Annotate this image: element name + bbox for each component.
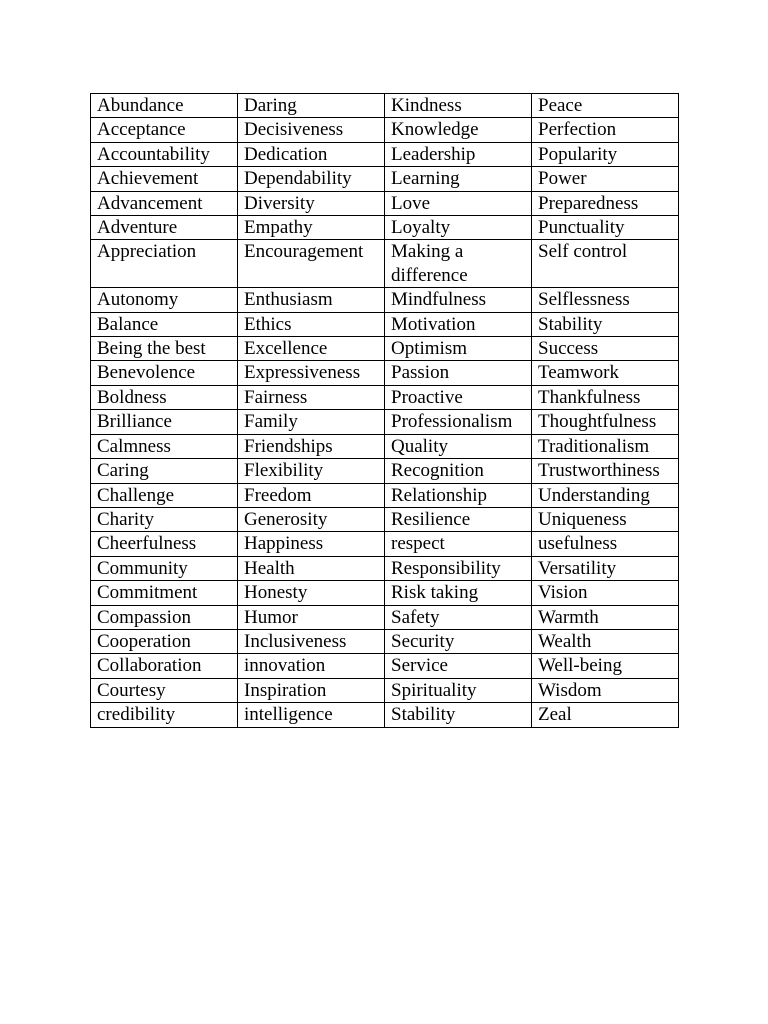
table-cell: respect bbox=[385, 532, 532, 556]
table-cell: Motivation bbox=[385, 312, 532, 336]
table-cell: Punctuality bbox=[532, 216, 679, 240]
table-row bbox=[91, 605, 679, 629]
table-cell: Generosity bbox=[238, 507, 385, 531]
table-cell: Benevolence bbox=[91, 361, 238, 385]
table-cell: Optimism bbox=[385, 337, 532, 361]
table-cell: Responsibility bbox=[385, 556, 532, 580]
table-cell: Charity bbox=[91, 507, 238, 531]
table-row bbox=[91, 385, 679, 409]
table-cell: Community bbox=[91, 556, 238, 580]
table-cell: Diversity bbox=[238, 191, 385, 215]
table-cell: Inclusiveness bbox=[238, 629, 385, 653]
table-cell: Wisdom bbox=[532, 678, 679, 702]
table-cell: Resilience bbox=[385, 507, 532, 531]
table-row bbox=[91, 532, 679, 556]
table-cell: Understanding bbox=[532, 483, 679, 507]
table-cell: Mindfulness bbox=[385, 288, 532, 312]
table-cell: Caring bbox=[91, 459, 238, 483]
table-cell: Professionalism bbox=[385, 410, 532, 434]
table-cell: Zeal bbox=[532, 703, 679, 727]
table-cell: Spirituality bbox=[385, 678, 532, 702]
table-row bbox=[91, 459, 679, 483]
table-row bbox=[91, 654, 679, 678]
table-cell: Knowledge bbox=[385, 118, 532, 142]
table-cell: Expressiveness bbox=[238, 361, 385, 385]
table-cell: Courtesy bbox=[91, 678, 238, 702]
table-cell: Achievement bbox=[91, 167, 238, 191]
table-cell: Commitment bbox=[91, 581, 238, 605]
table-cell: Quality bbox=[385, 434, 532, 458]
table-cell: Abundance bbox=[91, 94, 238, 118]
table-cell: Fairness bbox=[238, 385, 385, 409]
table-cell: Success bbox=[532, 337, 679, 361]
table-cell: Leadership bbox=[385, 142, 532, 166]
table-cell: Thankfulness bbox=[532, 385, 679, 409]
table-row bbox=[91, 94, 679, 118]
table-cell: Health bbox=[238, 556, 385, 580]
table-cell: Accountability bbox=[91, 142, 238, 166]
table-row bbox=[91, 629, 679, 653]
table-cell: Warmth bbox=[532, 605, 679, 629]
table-row bbox=[91, 581, 679, 605]
table-row bbox=[91, 507, 679, 531]
table-cell: Enthusiasm bbox=[238, 288, 385, 312]
table-row bbox=[91, 678, 679, 702]
table-cell: Appreciation bbox=[91, 240, 238, 288]
table-cell: Ethics bbox=[238, 312, 385, 336]
table-cell: Being the best bbox=[91, 337, 238, 361]
table-cell: Daring bbox=[238, 94, 385, 118]
table-cell: Passion bbox=[385, 361, 532, 385]
table-cell: Uniqueness bbox=[532, 507, 679, 531]
table-cell: Challenge bbox=[91, 483, 238, 507]
table-cell: Relationship bbox=[385, 483, 532, 507]
table-cell: Love bbox=[385, 191, 532, 215]
table-cell: Empathy bbox=[238, 216, 385, 240]
table-cell: Honesty bbox=[238, 581, 385, 605]
table-row bbox=[91, 483, 679, 507]
table-cell: Encouragement bbox=[238, 240, 385, 288]
table-cell: credibility bbox=[91, 703, 238, 727]
table-row bbox=[91, 118, 679, 142]
values-table-body bbox=[91, 94, 679, 728]
table-cell: Cooperation bbox=[91, 629, 238, 653]
table-cell: Risk taking bbox=[385, 581, 532, 605]
table-cell: Calmness bbox=[91, 434, 238, 458]
table-row bbox=[91, 167, 679, 191]
table-cell: Decisiveness bbox=[238, 118, 385, 142]
table-row bbox=[91, 556, 679, 580]
table-cell: Peace bbox=[532, 94, 679, 118]
table-cell: Recognition bbox=[385, 459, 532, 483]
table-cell: Collaboration bbox=[91, 654, 238, 678]
table-cell: Traditionalism bbox=[532, 434, 679, 458]
table-cell: Acceptance bbox=[91, 118, 238, 142]
table-cell: Boldness bbox=[91, 385, 238, 409]
table-cell: Happiness bbox=[238, 532, 385, 556]
table-cell: Cheerfulness bbox=[91, 532, 238, 556]
table-cell: Wealth bbox=[532, 629, 679, 653]
table-cell: Humor bbox=[238, 605, 385, 629]
table-cell: Excellence bbox=[238, 337, 385, 361]
table-cell: Service bbox=[385, 654, 532, 678]
table-cell: Thoughtfulness bbox=[532, 410, 679, 434]
table-cell: Compassion bbox=[91, 605, 238, 629]
table-cell: Popularity bbox=[532, 142, 679, 166]
table-cell: Kindness bbox=[385, 94, 532, 118]
table-cell: intelligence bbox=[238, 703, 385, 727]
table-cell: Learning bbox=[385, 167, 532, 191]
table-row bbox=[91, 312, 679, 336]
table-cell: Versatility bbox=[532, 556, 679, 580]
table-cell: innovation bbox=[238, 654, 385, 678]
table-cell: Proactive bbox=[385, 385, 532, 409]
table-cell: Making a difference bbox=[385, 240, 532, 288]
table-cell: Friendships bbox=[238, 434, 385, 458]
table-row bbox=[91, 361, 679, 385]
table-cell: Vision bbox=[532, 581, 679, 605]
table-cell: Dependability bbox=[238, 167, 385, 191]
table-cell: Balance bbox=[91, 312, 238, 336]
table-cell: Loyalty bbox=[385, 216, 532, 240]
table-cell: Dedication bbox=[238, 142, 385, 166]
table-row bbox=[91, 434, 679, 458]
table-row bbox=[91, 703, 679, 727]
table-row bbox=[91, 410, 679, 434]
table-cell: Self control bbox=[532, 240, 679, 288]
table-cell: Trustworthiness bbox=[532, 459, 679, 483]
table-row bbox=[91, 142, 679, 166]
table-cell: Family bbox=[238, 410, 385, 434]
table-cell: Preparedness bbox=[532, 191, 679, 215]
table-cell: Power bbox=[532, 167, 679, 191]
table-cell: Stability bbox=[532, 312, 679, 336]
table-cell: Security bbox=[385, 629, 532, 653]
values-table bbox=[90, 93, 679, 728]
table-cell: Selflessness bbox=[532, 288, 679, 312]
table-cell: Teamwork bbox=[532, 361, 679, 385]
table-cell: Stability bbox=[385, 703, 532, 727]
table-row bbox=[91, 337, 679, 361]
table-cell: Adventure bbox=[91, 216, 238, 240]
table-cell: Safety bbox=[385, 605, 532, 629]
table-cell: Freedom bbox=[238, 483, 385, 507]
table-cell: Autonomy bbox=[91, 288, 238, 312]
table-row bbox=[91, 191, 679, 215]
table-row bbox=[91, 240, 679, 288]
table-cell: Inspiration bbox=[238, 678, 385, 702]
table-cell: Advancement bbox=[91, 191, 238, 215]
table-cell: Perfection bbox=[532, 118, 679, 142]
table-cell: Flexibility bbox=[238, 459, 385, 483]
table-cell: Brilliance bbox=[91, 410, 238, 434]
table-row bbox=[91, 216, 679, 240]
table-cell: usefulness bbox=[532, 532, 679, 556]
table-cell: Well-being bbox=[532, 654, 679, 678]
table-row bbox=[91, 288, 679, 312]
